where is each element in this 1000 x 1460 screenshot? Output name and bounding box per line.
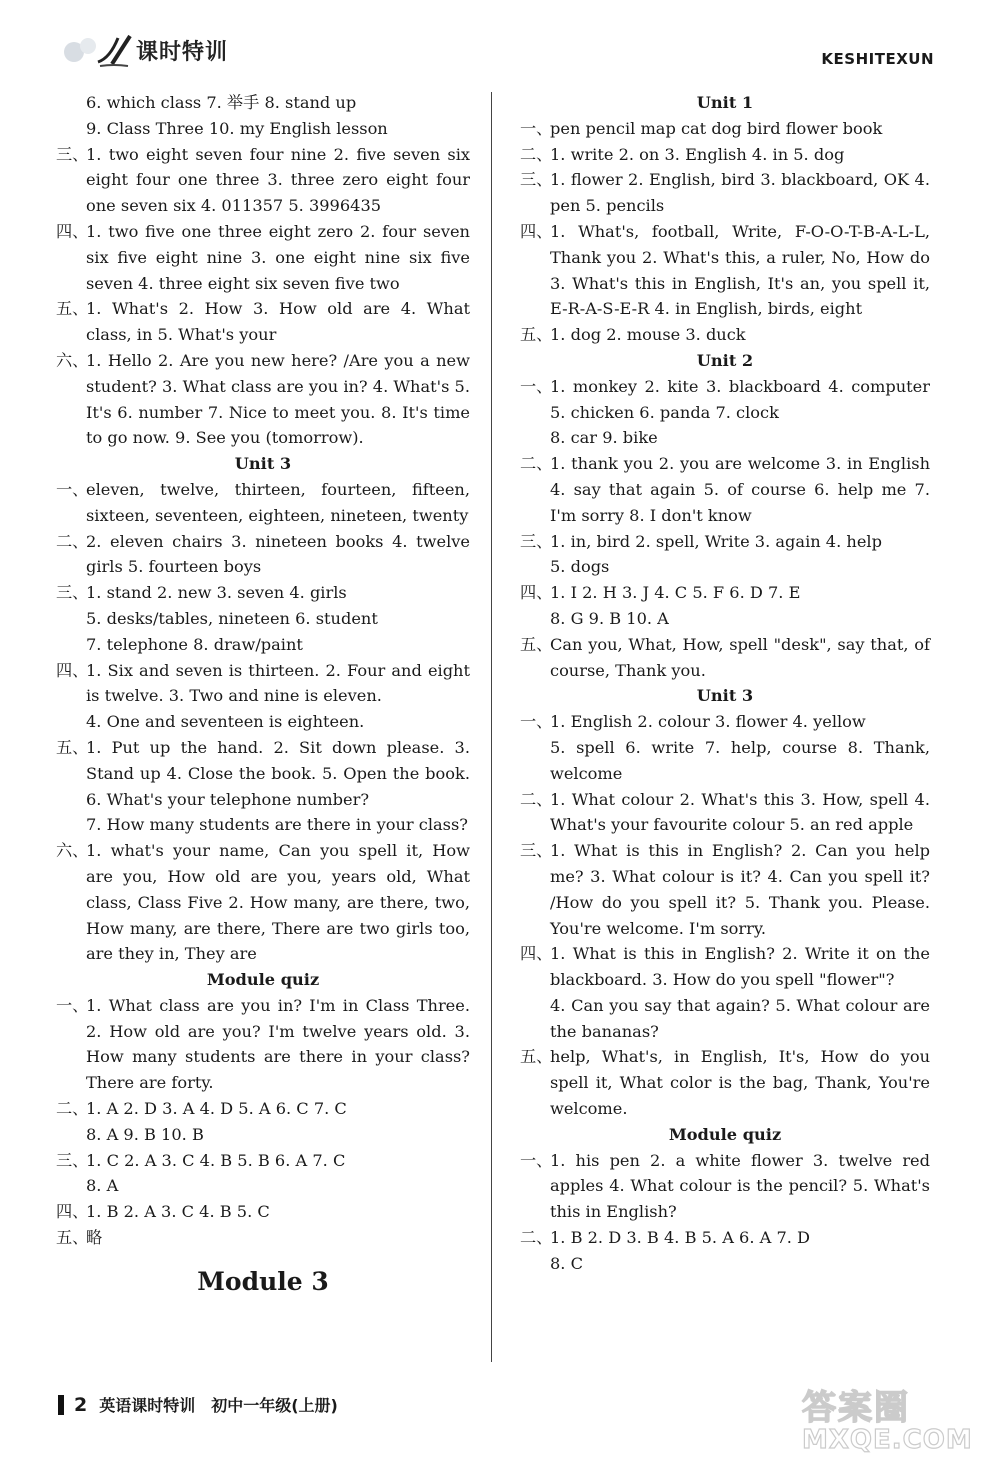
answer-section [56, 219, 470, 296]
section-title: Unit 3 [696, 686, 754, 706]
section-marker: 四、 [56, 221, 89, 241]
section-answers: 1. What is this in English? 2. Write it on the blackboard. 3. How do you spell "flower"? 4. Can you say that again? 5. What colour are the bananas? [550, 944, 930, 1041]
section-marker: 四、 [56, 660, 89, 680]
section-answers: 略 [86, 1228, 103, 1248]
section-marker: 四、 [520, 944, 553, 964]
right-answer-column [520, 90, 930, 1277]
pen-writing-icon [60, 28, 134, 72]
answer-section [520, 580, 930, 632]
section-answers: 1. monkey 2. kite 3. blackboard 4. computer 5. chicken 6. panda 7. clock 8. car 9. bike [550, 376, 930, 448]
answer-section [56, 580, 470, 657]
section-marker: 六、 [56, 841, 89, 861]
section-answers: 1. two five one three eight zero 2. four seven six five eight nine 3. one eight nine six five seven 4. three eight six seven five two [86, 221, 470, 293]
section-answers: 1. write 2. on 3. English 4. in 5. dog [550, 144, 845, 164]
answer-section [520, 451, 930, 528]
section-answers: 1. C 2. A 3. C 4. B 5. B 6. A 7. C 8. A [86, 1150, 346, 1196]
section-marker: 五、 [56, 299, 89, 319]
answer-section [520, 838, 930, 941]
answer-section [520, 529, 930, 581]
section-marker: 二、 [520, 1228, 553, 1248]
section-marker: 二、 [56, 1099, 89, 1119]
section-answers: 1. flower 2. English, bird 3. blackboard, OK 4. pen 5. pencils [550, 170, 930, 216]
section-answers: 1. What colour 2. What's this 3. How, spell 4. What's your favourite colour 5. an red apple [550, 789, 930, 835]
logo-text: 课时特训 [136, 39, 229, 65]
section-marker: 五、 [56, 1228, 89, 1248]
section-marker: 三、 [56, 1150, 89, 1170]
section-answers: 1. A 2. D 3. A 4. D 5. A 6. C 7. C 8. A 9. B 10. B [86, 1099, 347, 1144]
section-answers: 1. What's 2. How 3. How old are 4. What class, in 5. What's your [86, 299, 470, 345]
answer-section [56, 348, 470, 451]
section-answers: 1. stand 2. new 3. seven 4. girls 5. desks/tables, nineteen 6. student 7. telephone 8. draw/paint [86, 583, 378, 654]
answer-section [56, 529, 470, 581]
answer-section [520, 709, 930, 786]
section-answers: 1. in, bird 2. spell, Write 3. again 4. help 5. dogs [550, 531, 882, 577]
answer-section [520, 941, 930, 1044]
answer-section [56, 1148, 470, 1200]
section-marker: 一、 [56, 995, 89, 1015]
section-marker: 四、 [520, 221, 553, 241]
section-answers: 1. Hello 2. Are you new here? /Are you a new student? 3. What class are you in? 4. What's 5. It's 6. number 7. Nice to meet you. 8. It's time to go now. 9. See you (tomorrow). [86, 350, 470, 448]
answer-section [520, 374, 930, 451]
section-answers: help, What's, in English, It's, How do you spell it, What color is the bag, Thank, You're welcome. [550, 1047, 930, 1119]
column-divider [491, 92, 492, 1362]
answer-section [56, 477, 470, 529]
page-footer [58, 1393, 338, 1416]
section-marker: 一、 [520, 712, 553, 732]
watermark-bottom: MXQE.COM [802, 1425, 973, 1455]
section-answers: 1. dog 2. mouse 3. duck [550, 325, 746, 345]
section-marker: 五、 [520, 325, 553, 345]
answer-section [56, 1225, 470, 1251]
answer-section [520, 632, 930, 684]
footer-bar [58, 1395, 64, 1415]
section-marker: 四、 [520, 583, 553, 603]
section-marker: 一、 [520, 1150, 553, 1170]
watermark [802, 1380, 973, 1455]
section-answers: 1. What class are you in? I'm in Class Three. 2. How old are you? I'm twelve years old. 3. How many students are there in your class? There are forty. [86, 995, 470, 1093]
section-answers: 1. I 2. H 3. J 4. C 5. F 6. D 7. E 8. G 9. B 10. A [550, 583, 801, 628]
section-marker: 三、 [56, 583, 89, 603]
section-answers: 1. B 2. D 3. B 4. B 5. A 6. A 7. D 8. C [550, 1228, 811, 1273]
section-marker: 五、 [56, 737, 89, 757]
answer-section [56, 735, 470, 838]
page-header [0, 0, 1000, 80]
section-marker: 二、 [56, 531, 89, 551]
answer-section [56, 1199, 470, 1225]
answer-section [520, 142, 930, 168]
section-answers: 1. his pen 2. a white flower 3. twelve red apples 4. What colour is the pencil? 5. What's this in English? [550, 1150, 930, 1222]
answer-section [520, 787, 930, 839]
section-answers: 1. English 2. colour 3. flower 4. yellow 5. spell 6. write 7. help, course 8. Thank, welcome [550, 712, 930, 783]
section-marker: 二、 [520, 144, 553, 164]
section-answers: 1. thank you 2. you are welcome 3. in English 4. say that again 5. of course 6. help me 7. I'm sorry 8. I don't know [550, 454, 930, 525]
book-title: 英语课时特训 初中一年级(上册) [99, 1396, 338, 1415]
answer-section [520, 116, 930, 142]
section-title: Unit 1 [696, 93, 754, 112]
answer-section [520, 1225, 930, 1277]
watermark-top: 答案圈 [802, 1388, 910, 1428]
section-answers: 2. eleven chairs 3. nineteen books 4. twelve girls 5. fourteen boys [86, 531, 470, 577]
brand-name: KESHITEXUN [821, 50, 934, 68]
section-answers: 1. two eight seven four nine 2. five seven six eight four one three 3. three zero eight four one seven six 4. 011357 5. 3996435 [86, 144, 470, 216]
section-marker: 二、 [520, 789, 553, 809]
section-marker: 三、 [520, 841, 553, 861]
section-title: Module quiz [668, 1124, 782, 1144]
answer-section [56, 142, 470, 219]
page-number: 2 [74, 1393, 88, 1416]
answer-section [56, 1096, 470, 1148]
answer-section [520, 167, 930, 219]
section-marker: 五、 [520, 1047, 553, 1067]
section-marker: 一、 [520, 376, 553, 396]
answer-section [56, 838, 470, 967]
answer-section [520, 219, 930, 322]
answer-section [56, 658, 470, 735]
section-answers: 1. what's your name, Can you spell it, How are you, How old are you, years old, What class, Class Five 2. How many, are there, two, How many, are there, There are two girls too, are they in, They are [86, 841, 470, 964]
section-answers: Can you, What, How, spell "desk", say that, of course, Thank you. [550, 634, 930, 680]
section-title: Unit 2 [696, 350, 754, 370]
section-title: Unit 3 [234, 454, 292, 474]
section-marker: 三、 [56, 144, 89, 164]
answer-section [56, 993, 470, 1096]
section-marker: 三、 [520, 531, 553, 551]
section-answers: 1. Put up the hand. 2. Sit down please. 3. Stand up 4. Close the book. 5. Open the book. 6. What's your telephone number? 7. How many students are there in your class? [86, 737, 470, 835]
section-marker: 六、 [56, 350, 89, 370]
module-title: Module 3 [197, 1266, 329, 1296]
section-answers: 1. Six and seven is thirteen. 2. Four and eight is twelve. 3. Two and nine is eleven. 4. One and seventeen is eighteen. [86, 660, 470, 732]
section-answers: eleven, twelve, thirteen, fourteen, fifteen, sixteen, seventeen, eighteen, nineteen, twenty [86, 479, 470, 525]
section-marker: 五、 [520, 634, 553, 654]
section-answers: 1. What's, football, Write, F-O-O-T-B-A-L-L, Thank you 2. What's this, a ruler, No, How do 3. What's this in English, It's an, you spell it, E-R-A-S-E-R 4. in English, birds, eight [550, 221, 930, 319]
section-marker: 三、 [520, 170, 553, 190]
section-answers: 1. What is this in English? 2. Can you help me? 3. What colour is it? 4. Can you spell it? /How do you spell it? 5. Thank you. Please. You're welcome. I'm sorry. [550, 841, 930, 938]
section-answers: 1. B 2. A 3. C 4. B 5. C [86, 1202, 270, 1222]
left-answer-column [56, 90, 470, 1295]
answer-section [520, 1044, 930, 1121]
answer-section [520, 1148, 930, 1225]
book-logo [60, 28, 228, 72]
section-title: Module quiz [206, 970, 320, 990]
section-answers: pen pencil map cat dog bird flower book [550, 118, 883, 138]
section-marker: 一、 [520, 118, 553, 138]
section-marker: 二、 [520, 454, 553, 474]
section-marker: 一、 [56, 479, 89, 499]
answer-section [56, 296, 470, 348]
answer-continuation: 6. which class 7. 举手 8. stand up 9. Class Three 10. my English lesson [86, 93, 388, 138]
answer-section [520, 322, 930, 348]
section-marker: 四、 [56, 1202, 89, 1222]
